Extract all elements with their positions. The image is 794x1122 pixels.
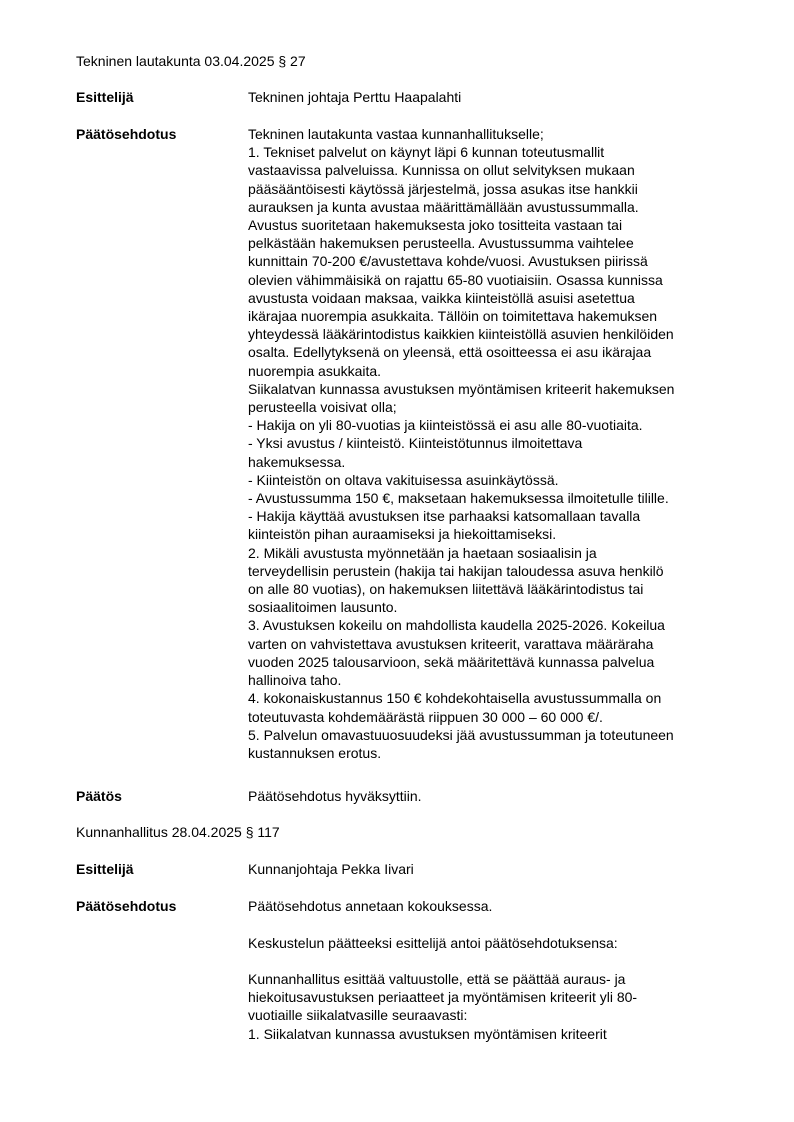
text-line: terveydellisin perustein (hakija tai hakijan taloudessa asuva henkilö — [248, 562, 664, 579]
text-line: 1. Tekniset palvelut on käynyt läpi 6 kunnan toteutusmallit — [248, 144, 605, 161]
text-line: osalta. Edellytyksenä on yleensä, että osoitteessa ei asu ikärajaa — [248, 344, 652, 361]
presenter-label: Esittelijä — [76, 89, 134, 105]
text-line: - Hakija käyttää avustuksen itse parhaaksi katsomallaan tavalla — [248, 508, 641, 525]
text-line: avustusta voidaan maksaa, vaikka kiinteistöllä asuisi asetettua — [248, 289, 635, 306]
board-proposal-text — [248, 970, 748, 1043]
proposal-text: Päätösehdotus annetaan kokouksessa. — [248, 898, 493, 914]
text-line: vuotiaille siikalatvasille seuraavasti: — [248, 1007, 468, 1024]
text-line: yhteydessä lääkärintodistus kaikkien kiinteistöllä asuvien henkilöiden — [248, 326, 674, 343]
text-line: kunnittain 70-200 €/avustettava kohde/vuosi. Avustuksen piirissä — [248, 253, 648, 270]
text-line: - Avustussumma 150 €, maksetaan hakemuksessa ilmoitetulle tilille. — [248, 490, 669, 507]
proposal-text — [248, 125, 748, 762]
proposal-label: Päätösehdotus — [76, 898, 177, 914]
text-line: pelkästään hakemuksen perusteella. Avustussumma vaihtelee — [248, 235, 634, 252]
text-line: sosiaalitoimen lausunto. — [248, 599, 398, 616]
text-line: 1. Siikalatvan kunnassa avustuksen myöntämisen kriteerit — [248, 1025, 607, 1042]
text-line: perusteella voisivat olla; — [248, 399, 397, 416]
text-line: - Kiinteistön on oltava vakituisessa asuinkäytössä. — [248, 471, 559, 488]
text-line: aurauksen ja kunta avustaa määrittämällään avustussummalla. — [248, 198, 639, 215]
presenter-label: Esittelijä — [76, 861, 134, 877]
text-line: olevien vähimmäisikä on rajattu 65-80 vuotiaisiin. Osassa kunnissa — [248, 271, 663, 288]
text-line: nuorempia asukkaita. — [248, 362, 382, 379]
proposal-label: Päätösehdotus — [76, 126, 177, 142]
text-line: kiinteistön pihan auraamiseksi ja hiekoittamiseksi. — [248, 526, 557, 543]
text-line: on alle 80 vuotias), on hakemuksen liitettävä lääkärintodistus tai — [248, 581, 644, 598]
text-line: 5. Palvelun omavastuuosuudeksi jää avustussumman ja toteutuneen — [248, 726, 674, 743]
text-line: Siikalatvan kunnassa avustuksen myöntämisen kriteerit hakemuksen — [248, 380, 675, 397]
presenter-name: Kunnanjohtaja Pekka Iivari — [248, 861, 414, 877]
text-line: hiekoitusavustuksen periaatteet ja myöntämisen kriteerit yli 80- — [248, 989, 638, 1006]
meeting-heading: Kunnanhallitus 28.04.2025 § 117 — [76, 824, 280, 840]
meeting-heading: Tekninen lautakunta 03.04.2025 § 27 — [76, 53, 306, 69]
text-line: 4. kokonaiskustannus 150 € kohdekohtaisella avustussummalla on — [248, 690, 662, 707]
text-line: pääsääntöisesti käytössä järjestelmä, jossa asukas itse hankkii — [248, 180, 638, 197]
text-line: Tekninen lautakunta vastaa kunnanhallitukselle; — [248, 126, 544, 142]
presenter-name: Tekninen johtaja Perttu Haapalahti — [248, 89, 462, 105]
text-line: Avustus suoritetaan hakemuksesta joko tositteita vastaan tai — [248, 217, 623, 234]
text-line: vuoden 2025 talousarvioon, sekä määritettävä kunnassa palvelua — [248, 653, 655, 670]
decision-text: Päätösehdotus hyväksyttiin. — [248, 788, 422, 804]
text-line: vastaavissa palveluissa. Kunnissa on ollut selvityksen mukaan — [248, 162, 635, 179]
decision-label: Päätös — [76, 788, 122, 804]
text-line: kustannuksen erotus. — [248, 744, 382, 761]
discussion-text: Keskustelun päätteeksi esittelijä antoi päätösehdotuksensa: — [248, 935, 618, 951]
text-line: - Hakija on yli 80-vuotias ja kiinteistössä ei asu alle 80-vuotiaita. — [248, 417, 643, 434]
text-line: toteutuvasta kohdemäärästä riippuen 30 000 – 60 000 €/. — [248, 708, 603, 725]
text-line: 3. Avustuksen kokeilu on mahdollista kaudella 2025-2026. Kokeilua — [248, 617, 665, 634]
text-line: varten on vahvistettava avustuksen kriteerit, varattava määräraha — [248, 635, 654, 652]
text-line: ikärajaa nuorempia asukkaita. Tällöin on toimitettava hakemuksen — [248, 308, 658, 325]
text-line: hakemuksessa. — [248, 453, 346, 470]
text-line: hallinoiva taho. — [248, 672, 342, 689]
text-line: Kunnanhallitus esittää valtuustolle, että se päättää auraus- ja — [248, 971, 626, 987]
text-line: - Yksi avustus / kiinteistö. Kiinteistötunnus ilmoitettava — [248, 435, 583, 452]
text-line: 2. Mikäli avustusta myönnetään ja haetaan sosiaalisin ja — [248, 544, 597, 561]
